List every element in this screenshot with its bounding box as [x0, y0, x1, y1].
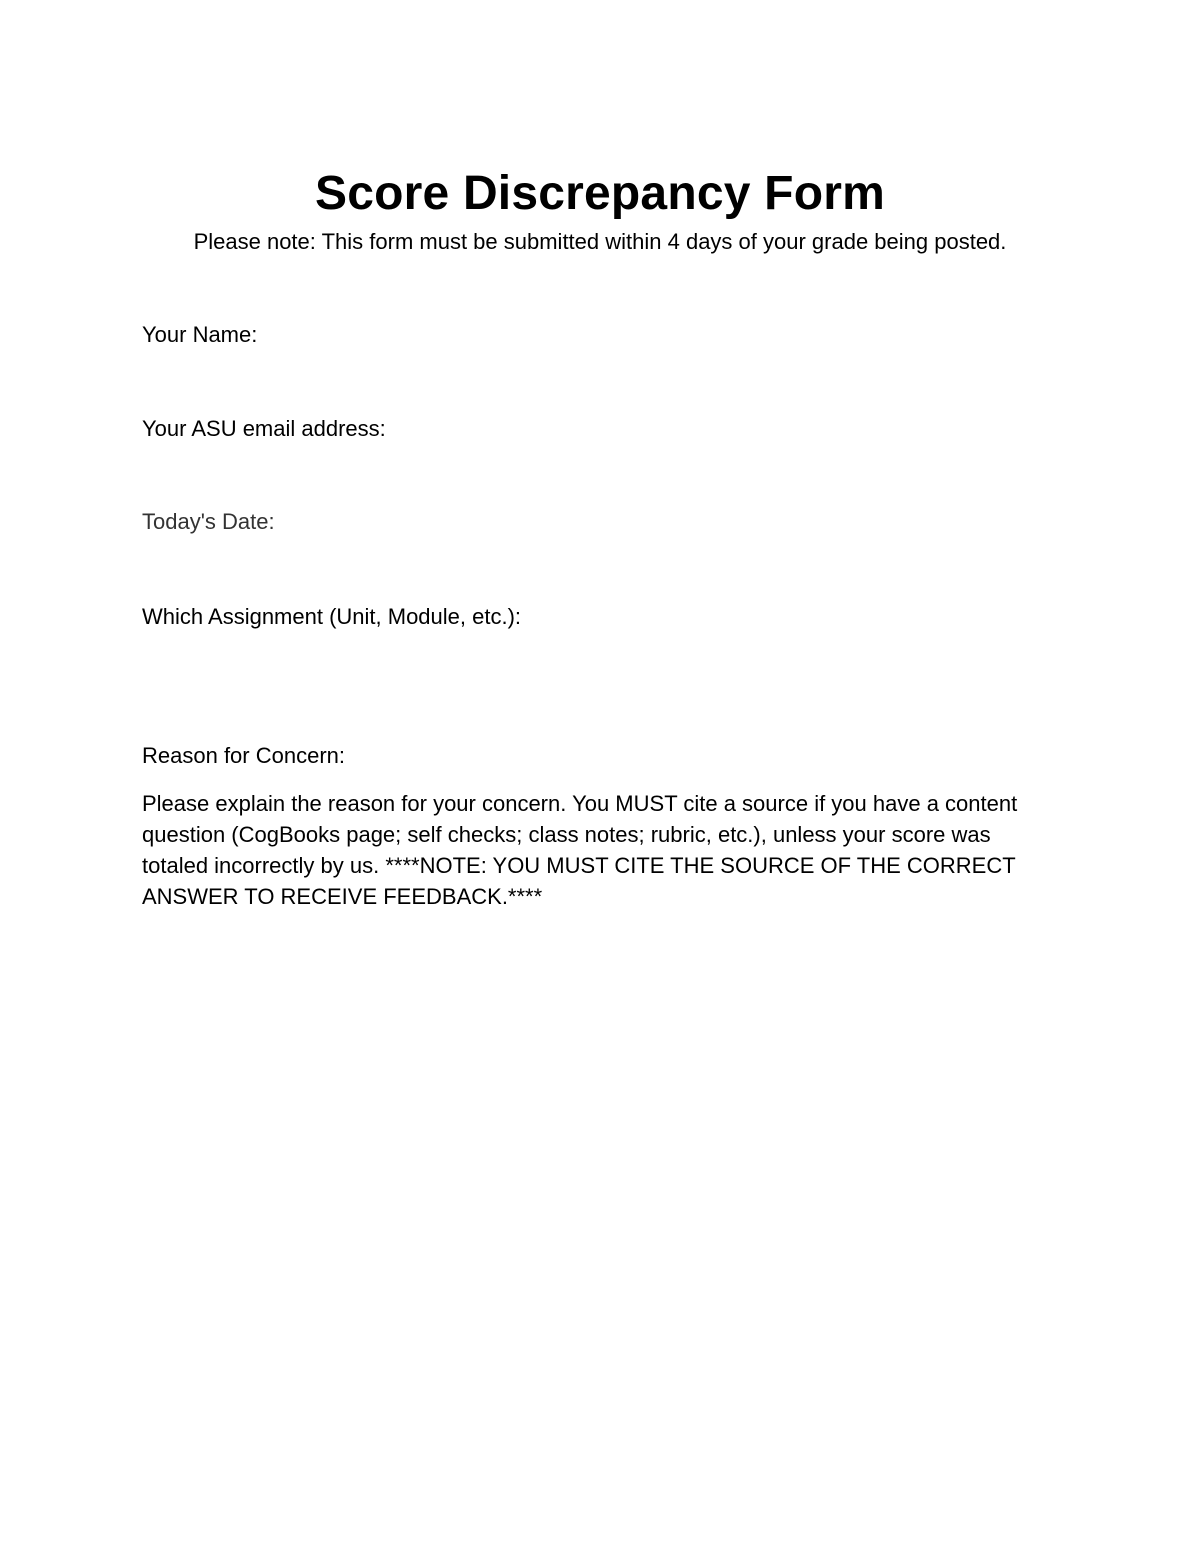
email-label: Your ASU email address:	[142, 416, 386, 441]
submission-note: Please note: This form must be submitted within 4 days of your grade being posted.	[193, 229, 1007, 254]
assignment-label: Which Assignment (Unit, Module, etc.):	[142, 604, 522, 629]
concern-instructions: Please explain the reason for your concern. You MUST cite a source if you have a content question (CogBooks page; self checks; class notes; rubric, etc.), unless your score was totaled incorrectly by us. ****NOTE: YOU MUST CITE THE SOURCE OF THE CORRECT ANSWER TO RECEIVE FEEDBACK.****	[142, 791, 1018, 909]
form-title: Score Discrepancy Form	[315, 167, 885, 220]
name-label: Your Name:	[142, 322, 258, 347]
date-label: Today's Date:	[142, 509, 275, 534]
reason-label: Reason for Concern:	[142, 743, 345, 768]
